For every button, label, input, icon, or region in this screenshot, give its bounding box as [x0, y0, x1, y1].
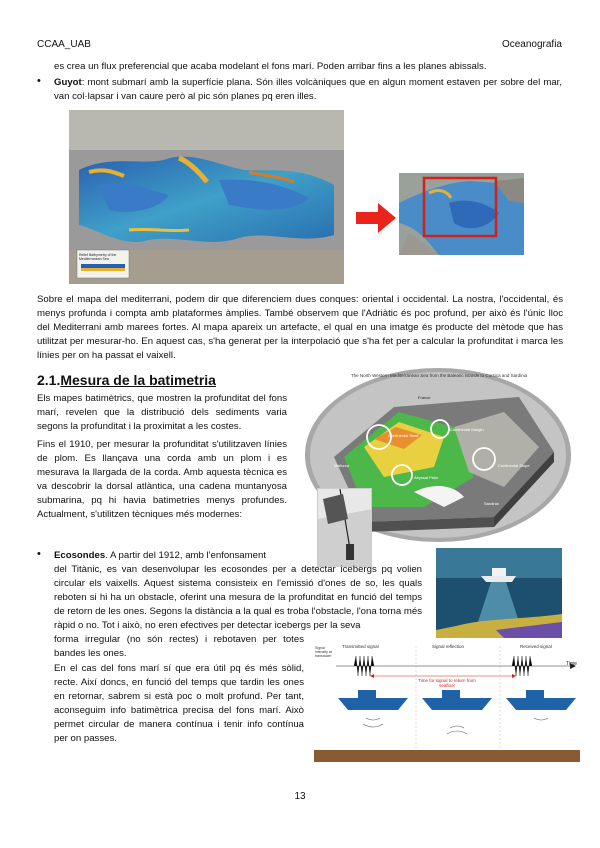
map-caption: Relief Bathymetry of the Mediterranean Sea	[79, 253, 117, 261]
arrow-icon	[356, 203, 396, 233]
guyot-term: Guyot	[54, 77, 82, 88]
label-transmitted: Transmitted signal	[342, 644, 379, 649]
sonar-diagram	[314, 638, 580, 762]
intro-continuation: es crea un flux preferencial que acaba modelant el fons marí. Poden arribar fins a les planes abissals.	[54, 61, 487, 72]
lead-line-photo	[317, 488, 372, 567]
label-return-time: Time for signal to return from seafloor	[418, 678, 476, 688]
label-shelf: Continental Shelf	[388, 433, 419, 438]
label-time: Time	[566, 661, 577, 667]
section-number: 2.1.	[37, 372, 61, 388]
label-signal-intensity: Signal intensity at transducer	[315, 646, 332, 658]
label-margin: Continental Margin	[450, 427, 484, 432]
ecosondes-intro: . A partir del 1912, amb l'enfonsament	[105, 550, 266, 561]
header-subject: Oceanografia	[501, 39, 562, 50]
label-slope: Continental Slope	[498, 463, 530, 468]
bullet-icon: •	[37, 75, 41, 87]
bullet-icon: •	[37, 548, 41, 560]
section-heading	[37, 373, 216, 387]
sonar-diagram-graphic	[314, 638, 580, 762]
header-course: CCAA_UAB	[37, 39, 91, 50]
label-france: France	[418, 395, 431, 400]
bathymetry-paragraph-1: Els mapes batimètrics, que mostren la profunditat del fons marí, revelen que la distribució dels sediments varia segons la profunditat i la proximitat a les costes.	[37, 393, 287, 433]
map-paragraph: Sobre el mapa del mediterrani, podem dir que diferenciem dues conques: oriental i occidental. La nostra, l'occidental, és menys profunda i compta amb plataformes àmplies. També observem que l'Adriàtic és poc profund, per això és l'únic lloc del Mediterrani amb marees fortes. Al mapa apareix un artefacte, el qual en una imatge és producte del mètode que has utilitzat per mesurar-ho. En aquest cas, s'ha generat per la interpolació que s'ha fet per a calcular la profunditat i marca les línies per on ha passat el vaixell.	[37, 294, 563, 362]
ecosondes-line-irregular: forma irregular (no són rectes) i rebotaven per totes	[54, 634, 304, 645]
ecosondes-paragraph-2: En el cas del fons marí sí que era útil pq és més sòlid, recte. Així doncs, en funció del temps que tardin les ones en retornar, sabrem si està poc o molt profund. Per tant, aconseguim info batimètrica precisa del fons marí. Això permet circular de manera contínua i tenir info contínua per on passes.	[54, 663, 304, 745]
page-number: 13	[294, 791, 306, 802]
label-received: Received signal	[520, 644, 552, 649]
label-reflection: Signal reflection	[432, 644, 465, 649]
ecosondes-line-bandes: bandes les ones.	[54, 648, 127, 659]
ship-sonar-photo	[436, 548, 562, 640]
block-diagram-title: The North Western Mediterranean Sea from the Balearic Islands to Corsica and Sardinia	[350, 373, 528, 378]
bathymetry-paragraph-2: Fins el 1910, per mesurar la profunditat s'utilitzaven línies de plom. Es llançava una corda amb un plom i es mesurava la llargada de la corda. Amb aquesta tècnica es va descobrir la dorsal atlàntica, una cadena muntanyosa submarina, pq hi havia batimetries menys profundes. Actualment, s'utilitzen tècniques més modernes:	[37, 439, 287, 521]
ship-sonar-graphic	[436, 548, 562, 640]
guyot-definition: : mont submarí amb la superfície plana. Són illes volcàniques que en algun moment estaven per sobre del mar, van col·lapsar i van caure però al pic són planes pq eren illes.	[54, 77, 562, 103]
mediterranean-map	[69, 110, 344, 284]
ecosondes-term: Ecosondes	[54, 550, 106, 561]
guyot-paragraph	[54, 76, 562, 104]
label-mallorca: Mallorca	[334, 463, 350, 468]
section-title: Mesura de la batimetria	[60, 372, 216, 388]
zoomed-map	[399, 173, 524, 255]
ecosondes-paragraph: del Titànic, es van desenvolupar les ecosondes per a detectar icebergs pq volien circular els vaixells. Aquest sistema consisteix en l'emissió d'ones de so, les quals reboten si hi ha un obstacle, oferint una mesura de la profunditat en funció del temps de retorn de les ones. Segons la distància a la qual es troba l'obstacle, l'ona torna més ràpid o no. Tot i això, no eren efectives per detectar icebergs per la seva	[54, 564, 422, 632]
zoomed-map-graphic	[399, 173, 524, 255]
lead-line-graphic	[318, 489, 372, 567]
ecosondes-first-line	[54, 549, 294, 563]
label-plain: Abyssal Plain	[414, 475, 439, 480]
label-sardinia: Sardinia	[484, 501, 499, 506]
